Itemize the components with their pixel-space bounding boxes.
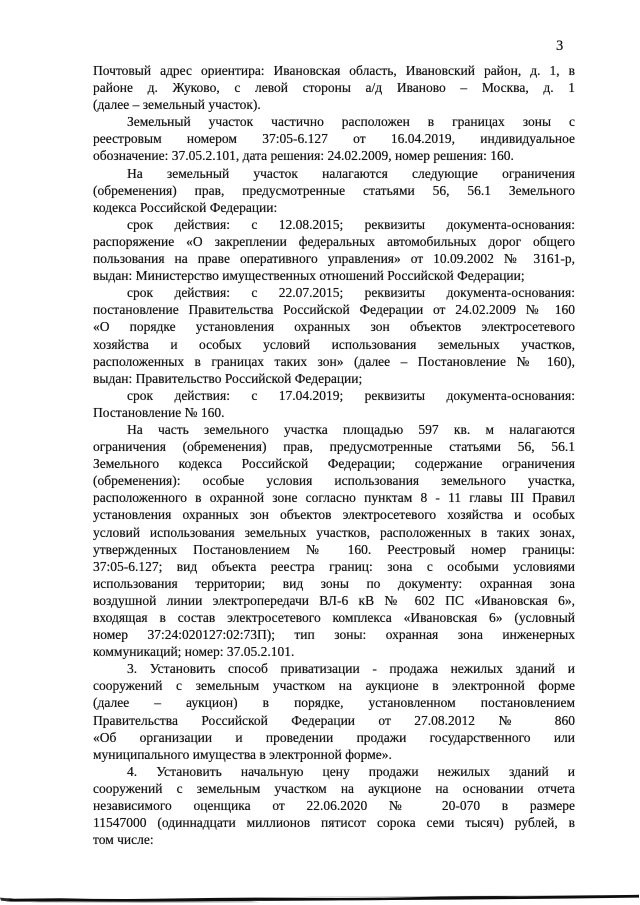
text-line: Правительства Российской Федерации от 27.08.2012 № 860 bbox=[93, 712, 575, 728]
text-line: муниципального имущества в электронной форме». bbox=[93, 746, 392, 762]
text-line: ограничения (обременения) прав, предусмотренные статьями 56, 56.1 bbox=[93, 439, 575, 455]
text-line: Земельного кодекса Российской Федерации; содержание ограничения bbox=[93, 456, 575, 472]
text-line: выдан: Правительство Российской Федерации; bbox=[93, 370, 363, 386]
text-line: (далее – аукцион) в порядке, установленном постановлением bbox=[93, 695, 575, 711]
text-line: хозяйства и особых условий использования земельных участков, bbox=[93, 336, 575, 352]
paragraph bbox=[93, 62, 575, 113]
text-line: Постановление № 160. bbox=[93, 404, 225, 420]
page-number: 3 bbox=[556, 38, 564, 54]
text-line: выдан: Министерство имущественных отношений Российской Федерации; bbox=[93, 268, 525, 284]
text-line: районе д. Жуково, с левой стороны а/д Иваново – Москва, д. 1 bbox=[93, 80, 575, 96]
text-line: постановление Правительства Российской Федерации от 24.02.2009 № 160 bbox=[93, 302, 575, 318]
text-line: срок действия: с 22.07.2015; реквизиты документа-основания: bbox=[127, 285, 575, 301]
text-line: условий использования земельных участков, расположенных в таких зонах, bbox=[93, 524, 575, 540]
text-line: коммуникаций; номер: 37.05.2.101. bbox=[93, 644, 295, 660]
text-line: срок действия: с 17.04.2019; реквизиты документа-основания: bbox=[127, 387, 575, 403]
text-line: пользования на праве оперативного управления» от 10.09.2002 № 3161-р, bbox=[93, 251, 575, 267]
text-line: Почтовый адрес ориентира: Ивановская область, Ивановский район, д. 1, в bbox=[93, 63, 575, 78]
text-line: распоряжение «О закреплении федеральных автомобильных дорог общего bbox=[93, 233, 575, 249]
text-line: расположенных в границах таких зон» (далее – Постановление № 160), bbox=[93, 353, 575, 369]
text-line: 3. Установить способ приватизации - продажа нежилых зданий и bbox=[127, 661, 575, 677]
text-line: входящая в состав электросетевого комплекса «Ивановская 6» (условный bbox=[93, 610, 575, 625]
text-line: реестровым номером 37:05-6.127 от 16.04.2019, индивидуальное bbox=[93, 131, 575, 147]
text-line: срок действия: с 12.08.2015; реквизиты документа-основания: bbox=[127, 216, 575, 232]
paragraph bbox=[93, 165, 575, 216]
text-line: «О порядке установления охранных зон объектов электросетевого bbox=[93, 319, 575, 335]
text-line: 11547000 (одиннадцати миллионов пятисот сорока семи тысяч) рублей, в bbox=[93, 815, 575, 831]
text-line: расположенного в охранной зоне согласно пунктам 8 - 11 главы III Правил bbox=[93, 490, 575, 506]
text-line: 37:05-6.127; вид объекта реестра границ: зона с особыми условиями bbox=[93, 558, 575, 574]
text-line: воздушной линии электропередачи ВЛ-6 кВ № 602 ПС «Ивановская 6», bbox=[93, 592, 575, 608]
text-line: (далее – земельный участок). bbox=[93, 97, 261, 113]
paragraph bbox=[93, 387, 575, 421]
paragraph bbox=[93, 763, 575, 848]
paragraph bbox=[93, 113, 575, 164]
text-line: сооружений с земельным участком на аукционе на основании отчета bbox=[93, 780, 575, 796]
text-line: установления охранных зон объектов электросетевого хозяйства и особых bbox=[93, 507, 575, 523]
text-line: сооружений с земельным участком на аукционе в электронной форме bbox=[93, 678, 575, 694]
document-body bbox=[93, 62, 575, 848]
text-line: независимого оценщика от 22.06.2020 № 20-070 в размере bbox=[93, 798, 575, 814]
paragraph bbox=[93, 421, 575, 660]
text-line: утвержденных Постановлением № 160. Реестровый номер границы: bbox=[93, 541, 575, 557]
text-line: На земельный участок налагаются следующие ограничения bbox=[127, 165, 575, 181]
text-line: том числе: bbox=[93, 832, 154, 848]
text-line: 4. Установить начальную цену продажи нежилых зданий и bbox=[127, 763, 575, 779]
text-line: (обременения): особые условия использования земельного участка, bbox=[93, 473, 575, 489]
paragraph bbox=[93, 284, 575, 387]
scan-edge-artifact-icon bbox=[0, 885, 640, 905]
text-line: На часть земельного участка площадью 597 кв. м налагаются bbox=[127, 421, 575, 437]
text-line: Земельный участок частично расположен в границах зоны с bbox=[127, 114, 575, 130]
text-line: кодекса Российской Федерации: bbox=[93, 199, 278, 215]
text-line: номер 37:24:020127:02:73П); тип зоны: охранная зона инженерных bbox=[93, 627, 575, 643]
text-line: обозначение: 37.05.2.101, дата решения: 24.02.2009, номер решения: 160. bbox=[93, 148, 514, 164]
text-line: «Об организации и проведении продажи государственного или bbox=[93, 729, 575, 745]
text-line: (обременения) прав, предусмотренные статьями 56, 56.1 Земельного bbox=[93, 182, 575, 198]
paragraph bbox=[93, 216, 575, 284]
paragraph bbox=[93, 660, 575, 763]
text-line: использования территории; вид зоны по документу: охранная зона bbox=[93, 575, 575, 591]
